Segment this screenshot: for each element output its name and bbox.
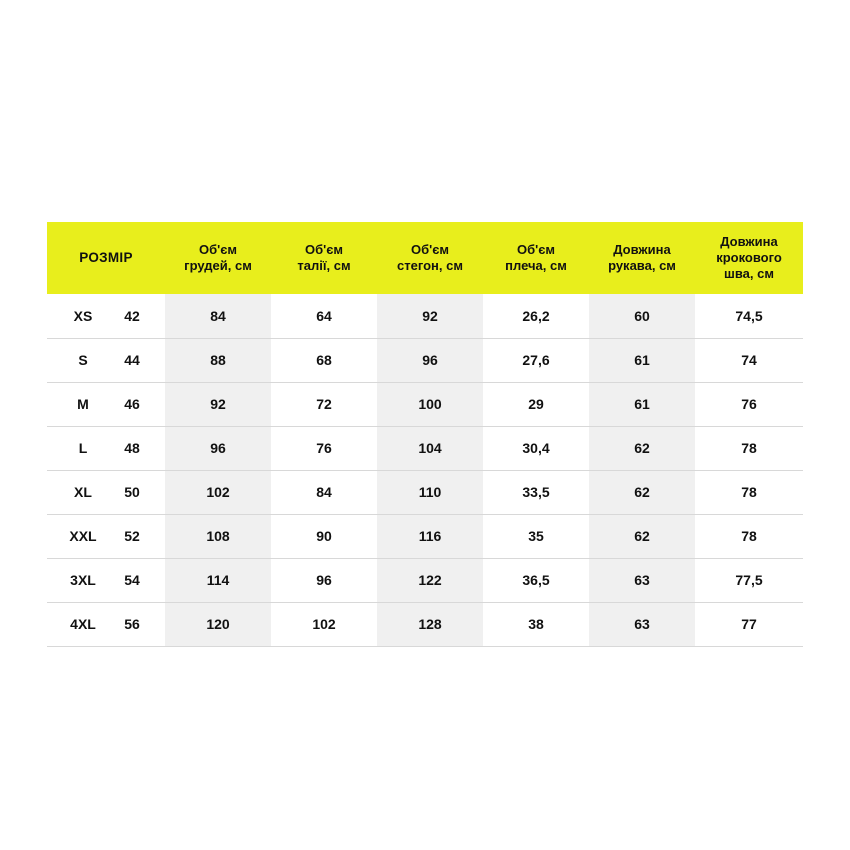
column-header-chest [165,222,271,294]
cell-waist: 64 [271,294,377,338]
size-chart-table [47,222,803,647]
column-header-sleeve-line2: рукава, см [608,258,676,273]
cell-sleeve: 63 [589,602,695,646]
cell-inseam: 74 [695,338,803,382]
size-number: 54 [124,572,140,588]
cell-size [47,338,165,382]
cell-inseam: 78 [695,514,803,558]
size-chart-container [47,222,803,647]
cell-size [47,382,165,426]
cell-sleeve: 60 [589,294,695,338]
column-header-inseam-line3: шва, см [724,266,774,282]
cell-sleeve: 61 [589,382,695,426]
column-header-waist-line1: Об'єм [304,241,344,257]
size-letter: L [78,440,88,456]
table-row [47,514,803,558]
cell-shoulder: 29 [483,382,589,426]
cell-size [47,470,165,514]
size-number: 52 [124,528,140,544]
cell-waist: 102 [271,602,377,646]
column-header-hips [377,222,483,294]
table-row [47,382,803,426]
cell-waist: 96 [271,558,377,602]
cell-shoulder: 38 [483,602,589,646]
table-row [47,470,803,514]
cell-waist: 90 [271,514,377,558]
cell-size [47,294,165,338]
size-number: 50 [124,484,140,500]
column-header-waist-line2: талії, см [297,258,351,273]
column-header-chest-line1: Об'єм [198,241,238,257]
cell-sleeve: 62 [589,514,695,558]
column-header-sleeve-line1: Довжина [613,241,671,257]
cell-waist: 76 [271,426,377,470]
cell-size [47,602,165,646]
size-number: 48 [124,440,140,456]
cell-chest: 84 [165,294,271,338]
cell-inseam: 78 [695,470,803,514]
cell-shoulder: 33,5 [483,470,589,514]
cell-sleeve: 63 [589,558,695,602]
table-row [47,602,803,646]
cell-waist: 84 [271,470,377,514]
cell-chest: 102 [165,470,271,514]
column-header-shoulder-line2: плеча, см [505,258,567,273]
cell-inseam: 78 [695,426,803,470]
cell-chest: 96 [165,426,271,470]
cell-chest: 108 [165,514,271,558]
size-letter: 4XL [70,616,96,632]
size-letter: XS [73,307,93,324]
cell-shoulder: 27,6 [483,338,589,382]
cell-shoulder: 26,2 [483,294,589,338]
cell-sleeve: 62 [589,426,695,470]
table-row [47,294,803,338]
column-header-sleeve [589,222,695,294]
size-number: 42 [124,307,140,324]
column-header-inseam [695,222,803,294]
cell-hips: 128 [377,602,483,646]
cell-inseam: 74,5 [695,294,803,338]
size-letter: XL [74,484,92,500]
column-header-inseam-line2: крокового [716,249,782,265]
size-letter: S [78,352,88,368]
table-row [47,338,803,382]
table-header [47,222,803,294]
cell-size [47,426,165,470]
table-row [47,558,803,602]
column-header-shoulder-line1: Об'єм [516,241,556,257]
column-header-shoulder [483,222,589,294]
cell-hips: 100 [377,382,483,426]
cell-hips: 122 [377,558,483,602]
cell-hips: 104 [377,426,483,470]
cell-hips: 96 [377,338,483,382]
column-header-waist [271,222,377,294]
cell-inseam: 76 [695,382,803,426]
cell-chest: 120 [165,602,271,646]
column-header-inseam-line1: Довжина [720,233,778,249]
column-header-size [47,222,165,294]
cell-sleeve: 62 [589,470,695,514]
cell-waist: 68 [271,338,377,382]
cell-sleeve: 61 [589,338,695,382]
cell-inseam: 77 [695,602,803,646]
cell-size [47,514,165,558]
cell-chest: 114 [165,558,271,602]
cell-waist: 72 [271,382,377,426]
cell-shoulder: 35 [483,514,589,558]
cell-inseam: 77,5 [695,558,803,602]
size-number: 56 [124,616,140,632]
column-header-chest-line2: грудей, см [184,258,252,273]
cell-hips: 110 [377,470,483,514]
table-row [47,426,803,470]
size-letter: M [77,396,89,412]
size-letter: 3XL [70,572,96,588]
cell-shoulder: 36,5 [483,558,589,602]
cell-hips: 92 [377,294,483,338]
cell-hips: 116 [377,514,483,558]
size-number: 44 [124,352,140,368]
cell-size [47,558,165,602]
size-letter: XXL [69,528,97,544]
size-number: 46 [124,396,140,412]
cell-shoulder: 30,4 [483,426,589,470]
column-header-hips-line1: Об'єм [410,241,450,257]
table-header-row [47,222,803,294]
column-header-hips-line2: стегон, см [397,258,463,273]
column-header-size-label: РОЗМІР [79,249,133,265]
cell-chest: 92 [165,382,271,426]
table-body [47,294,803,646]
cell-chest: 88 [165,338,271,382]
